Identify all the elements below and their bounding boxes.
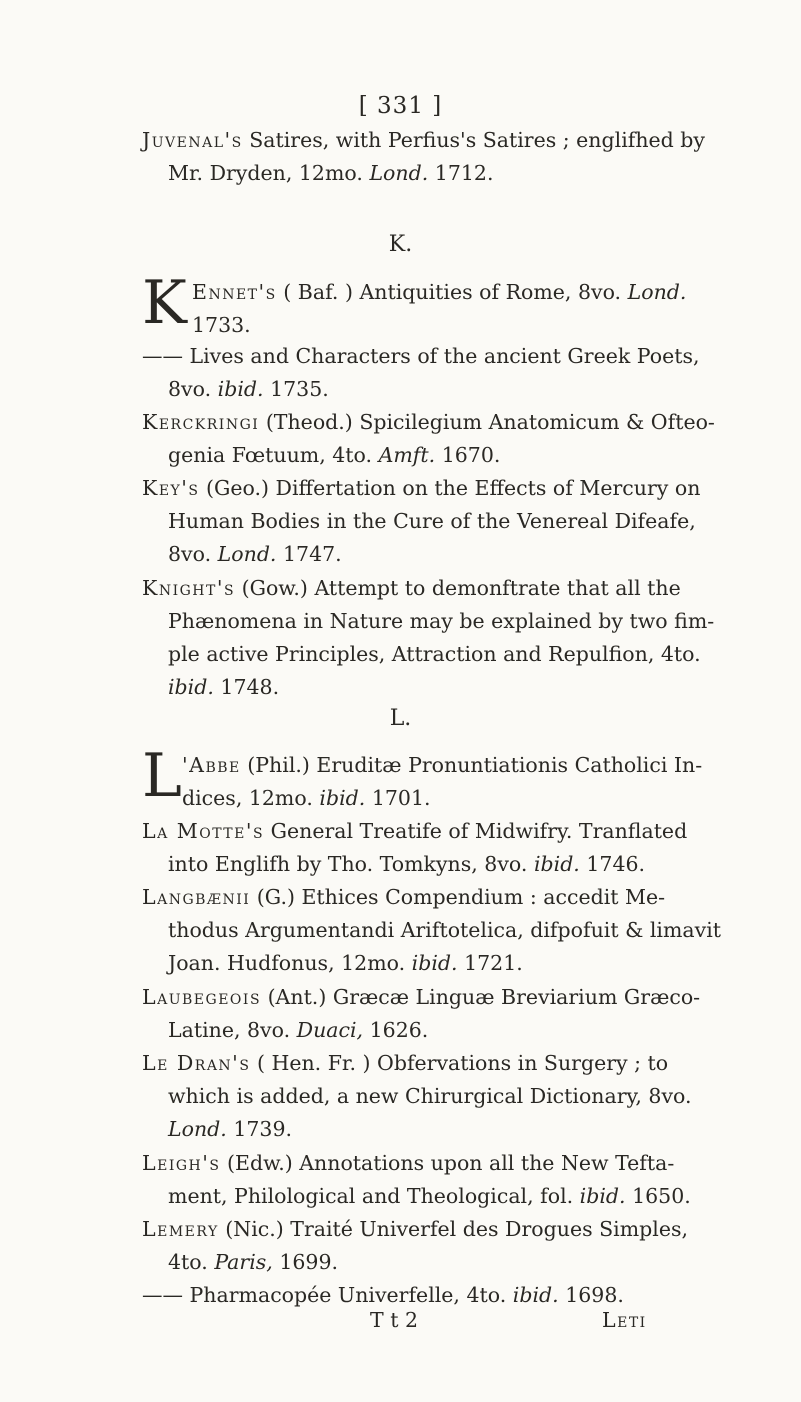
entry-laubegeois: Laubegeois (Ant.) Græcæ Linguæ Breviarium Græco- Latine, 8vo. Duaci, 1626.: [142, 985, 701, 1042]
entry-lemery-pharmacopee: —— Pharmacopée Univerfelle, 4to. ibid. 1698.: [142, 1283, 624, 1307]
entry-kennet: Ennet's ( Baf. ) Antiquities of Rome, 8vo. Lond. 1733.: [192, 280, 687, 337]
entry-le-dran: Le Dran's ( Hen. Fr. ) Obfervations in Surgery ; to which is added, a new Chirurgical Dictionary, 8vo. Lond. 1739.: [142, 1051, 692, 1141]
signature-mark: T t 2: [370, 1308, 418, 1332]
entry-kerckring: Kerckringi (Theod.) Spicilegium Anatomicum & Ofteo- genia Fœtuum, 4to. Amft. 1670.: [142, 410, 715, 467]
catchword: Leti: [602, 1308, 647, 1332]
entry-kennet-lives: —— Lives and Characters of the ancient Greek Poets, 8vo. ibid. 1735.: [142, 344, 700, 401]
entry-knight: Knight's (Gow.) Attempt to demonftrate that all the Phænomena in Nature may be explained by two fim- ple active Principles, Attraction and Repulfion, 4to. ibid. 1748.: [142, 576, 715, 699]
entry-juvenal: Juvenal's Satires, with Perfius's Satires ; englifhed by Mr. Dryden, 12mo. Lond. 1712.: [142, 128, 706, 185]
entry-langbaenii: Langbænii (G.) Ethices Compendium : accedit Me- thodus Argumentandi Ariftotelica, difpofuit & limavit Joan. Hudfonus, 12mo. ibid. 1721.: [142, 885, 721, 975]
drop-cap-l: L: [142, 741, 182, 811]
drop-cap-k: K: [142, 268, 187, 338]
entry-la-motte: La Motte's General Treatife of Midwifry. Tranflated into Englifh by Tho. Tomkyns, 8vo. ibid. 1746.: [142, 819, 688, 876]
entry-head: Juvenal's: [142, 128, 243, 152]
entry-key: Key's (Geo.) Differtation on the Effects of Mercury on Human Bodies in the Cure of the Venereal Difeafe, 8vo. Lond. 1747.: [142, 476, 701, 566]
entry-labbe: 'Abbe (Phil.) Eruditæ Pronuntiationis Catholici In- dices, 12mo. ibid. 1701.: [182, 753, 703, 810]
page-number: [ 331 ]: [358, 93, 443, 119]
section-letter-l: L.: [389, 706, 412, 731]
entry-lemery: Lemery (Nic.) Traité Univerfel des Drogues Simples, 4to. Paris, 1699.: [142, 1217, 688, 1274]
section-letter-k: K.: [388, 232, 413, 257]
entry-leigh: Leigh's (Edw.) Annotations upon all the New Tefta- ment, Philological and Theological, fol. ibid. 1650.: [142, 1151, 691, 1208]
